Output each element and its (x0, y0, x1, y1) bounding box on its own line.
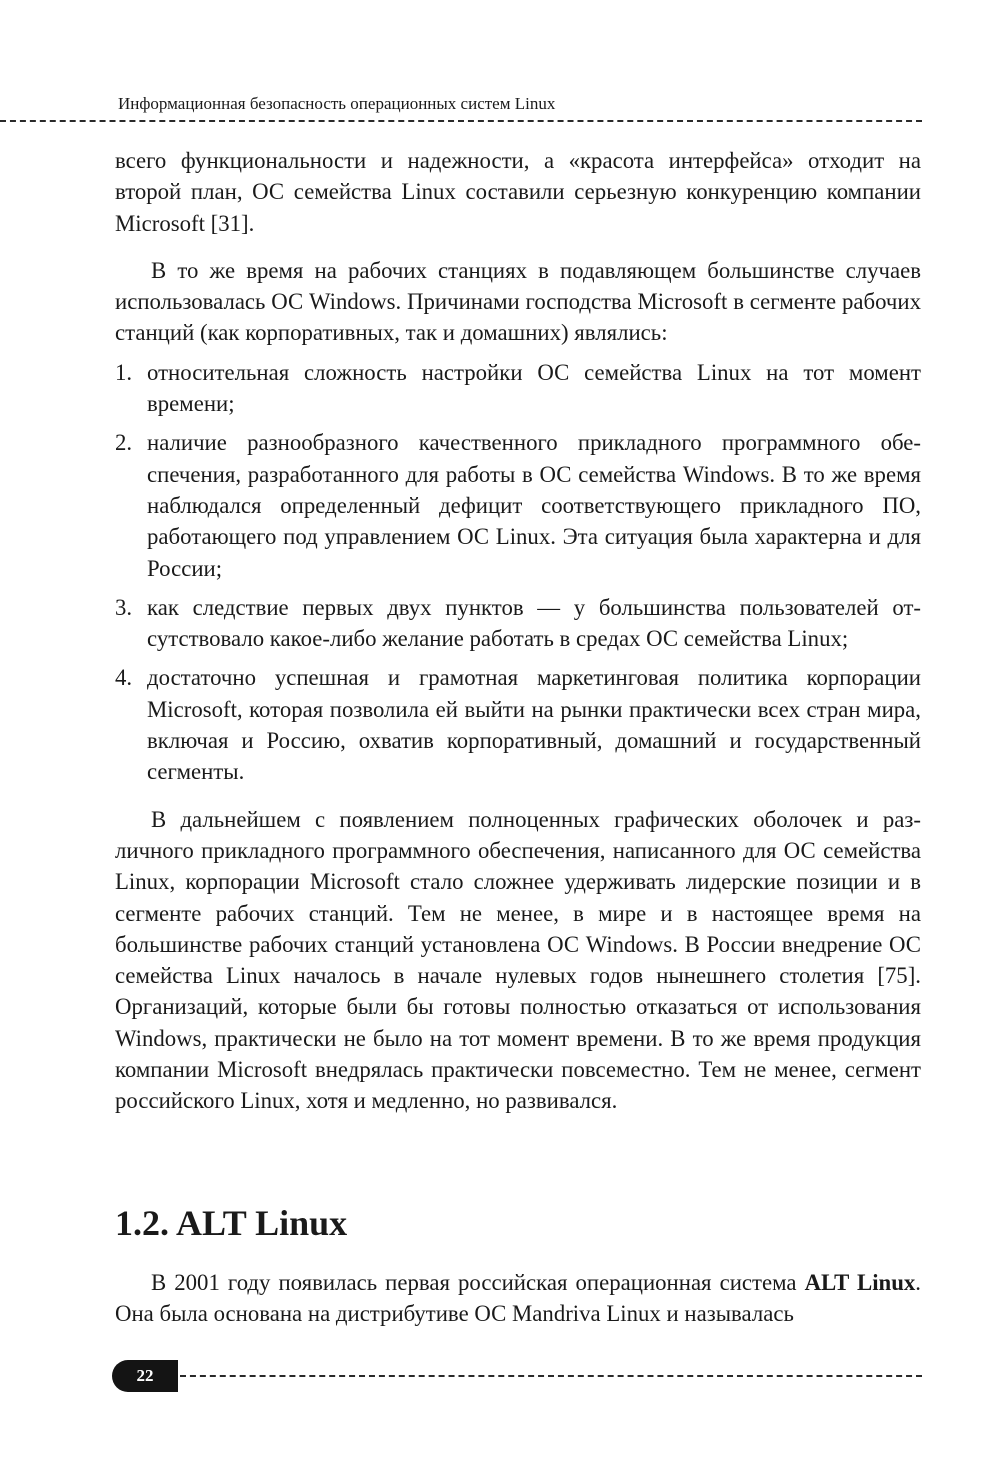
alt-linux-bold: ALT Linux (804, 1270, 916, 1295)
list-item (115, 662, 921, 787)
list-item-number: 3. (115, 594, 133, 620)
section-heading: 1.2. ALT Linux (115, 1203, 348, 1243)
list-item-number: 4. (115, 665, 133, 691)
footer-divider (180, 1375, 922, 1377)
list-item-number: 2. (115, 430, 133, 456)
paragraph-workstations: В то же время на рабочих станциях в подавляющем большинстве случаев использовалась ОС Windows. Причинами господства Microsoft в сегменте рабочих станций (как корпоративных, так и домашних) являлись: (115, 257, 921, 346)
page-number-badge: 22 (112, 1360, 178, 1392)
reasons-list (115, 357, 921, 788)
running-header: Информационная безопасность операционных систем Linux (118, 94, 556, 113)
paragraph-alt-linux-start: В 2001 году появилась первая российская операционная система (151, 1270, 805, 1295)
list-item-text: достаточно успешная и грамотная маркетинговая политика корпорации Microsoft, которая позволила ей выйти на рынки практически всех стран мира, включая и Россию, охватив корпоративный, домашний и государственный сегменты. (147, 665, 921, 785)
list-item (115, 357, 921, 420)
list-item-text: относительная сложность настройки ОС семейства Linux на тот момент времени; (147, 359, 921, 417)
paragraph-alt-linux-end: . Она была основана на дистрибутиве ОС Mandriva Linux и называлась (115, 1270, 921, 1327)
section-text (115, 1267, 921, 1330)
paragraph-later-development: В дальнейшем с появлением полноценных графических оболочек и различного прикладного программного обеспечения, написанного для ОС семейства Linux, корпорации Microsoft стало сложнее удерживать лидерские позиции и в сегменте рабочих станций. Тем не менее, в мире и в настоящее время на большинстве рабочих станций установлена ОС Windows. В России внедрение ОС семейства Linux началось в начале нулевых годов нынешнего столетия [75]. Организаций, которые были бы готовы полностью отказаться от использования Windows, практически не было на тот момент времени. В то же время продукция компании Microsoft внедрялась практически повсеместно. Тем не менее, сегмент российского Linux, хотя и медленно, но развивался. (115, 806, 921, 1114)
header-divider (0, 120, 922, 122)
list-item (115, 592, 921, 655)
list-item-number: 1. (115, 359, 133, 385)
paragraph-alt-linux (115, 1267, 921, 1330)
list-item-text: наличие разнообразного качественного прикладного программного обеспечения, разработанного для работы в ОС семейства Windows. В то же время наблюдался определенный дефицит соответствующего прикладного ПО, работающего под управлением ОС Linux. Эта ситуация была характерна и для России; (147, 430, 921, 581)
list-item (115, 427, 921, 583)
list-item-text: как следствие первых двух пунктов — у большинства пользователей отсутствовало какое-либо желание работать в средах ОС семейства Linux; (147, 594, 921, 652)
main-text (115, 145, 921, 1117)
paragraph-continued: всего функциональности и надежности, а «красота интерфейса» отходит на второй план, ОС семейства Linux составили серьезную конкуренцию компании Microsoft [31]. (115, 148, 921, 236)
